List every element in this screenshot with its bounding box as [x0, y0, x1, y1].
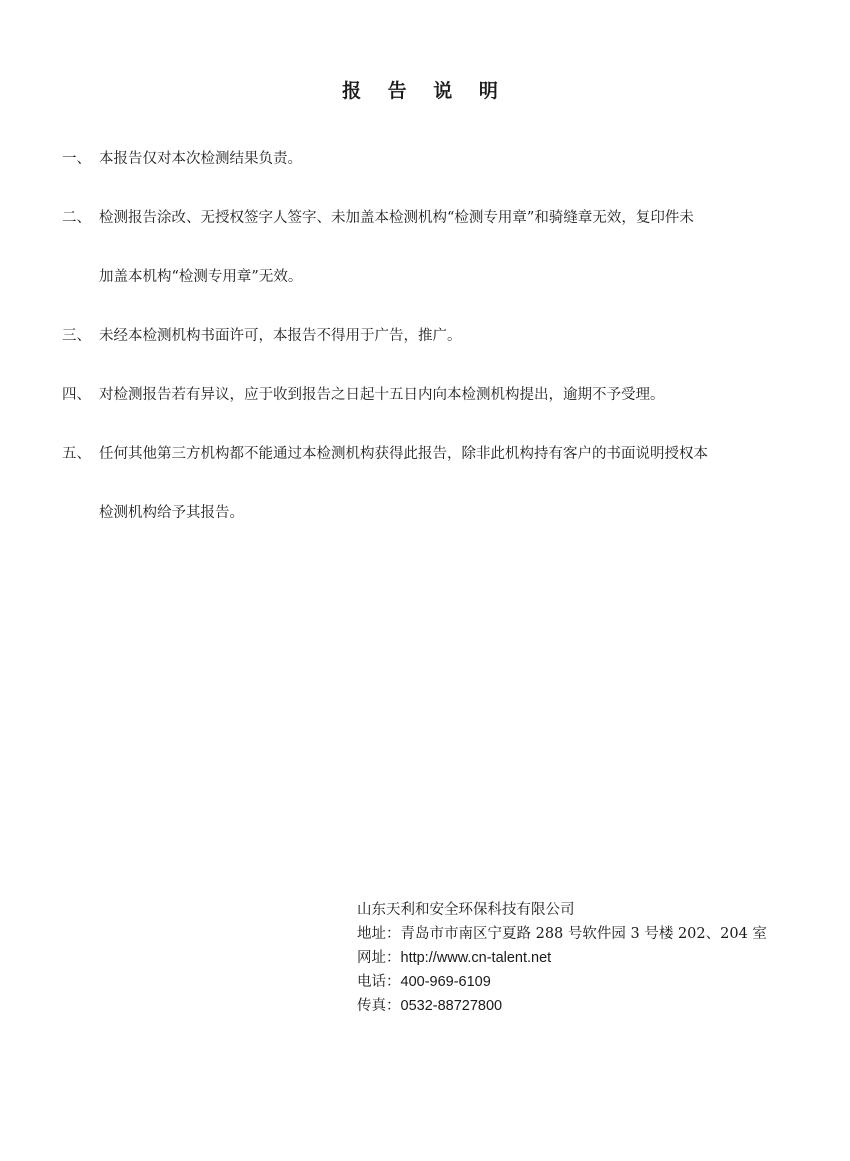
page-title: 报 告 说 明	[342, 80, 508, 102]
statement-text: 任何其他第三方机构都不能通过本检测机构获得此报告，除非此机构持有客户的书面说明授权本	[99, 446, 708, 462]
fax-line	[357, 994, 817, 1018]
website-line	[357, 946, 817, 970]
fax-label: 传真：	[357, 998, 401, 1014]
statement-4	[62, 366, 782, 425]
phone-value: 400-969-6109	[400, 974, 491, 990]
statement-text: 未经本检测机构书面许可，本报告不得用于广告，推广。	[99, 328, 462, 344]
statement-text: 本报告仅对本次检测结果负责。	[99, 151, 302, 167]
statement-5	[62, 425, 782, 543]
statement-number: 三、	[62, 328, 91, 344]
statement-text: 检测报告涂改、无授权签字人签字、未加盖本检测机构“检测专用章”和骑缝章无效，复印件未	[99, 210, 694, 226]
statement-text-continued: 加盖本机构“检测专用章”无效。	[99, 269, 303, 285]
address-value: 青岛市市南区宁夏路 288 号软件园 3 号楼 202、204 室	[400, 926, 767, 942]
statement-1	[62, 130, 782, 189]
statement-number: 五、	[62, 446, 91, 462]
company-name: 山东天利和安全环保科技有限公司	[357, 902, 575, 918]
statement-2	[62, 189, 782, 307]
statement-number: 一、	[62, 151, 91, 167]
fax-value: 0532-88727800	[400, 998, 503, 1014]
address-label: 地址：	[357, 926, 401, 942]
contact-block	[357, 898, 817, 1018]
phone-label: 电话：	[357, 974, 401, 990]
statement-text: 对检测报告若有异议，应于收到报告之日起十五日内向本检测机构提出，逾期不予受理。	[99, 387, 665, 403]
statement-number: 四、	[62, 387, 91, 403]
website-label: 网址：	[357, 950, 401, 966]
address-line	[357, 922, 817, 946]
website-link[interactable]: http://www.cn-talent.net	[400, 950, 552, 966]
statement-number: 二、	[62, 210, 91, 226]
phone-line	[357, 970, 817, 994]
statement-3	[62, 307, 782, 366]
statement-text-continued: 检测机构给予其报告。	[99, 505, 244, 521]
